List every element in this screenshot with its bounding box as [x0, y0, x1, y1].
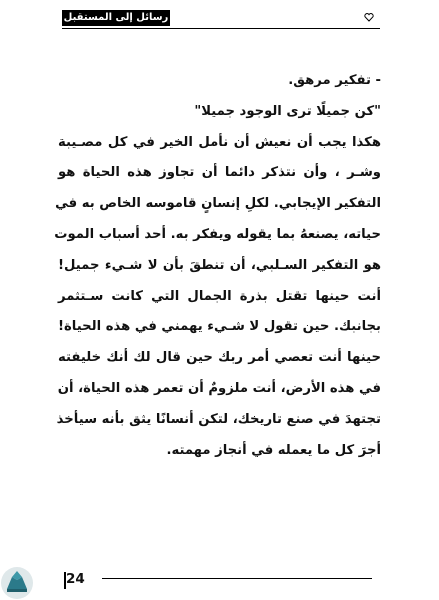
- text-line: "كن جميلًا ترى الوجود جميلا": [194, 103, 381, 119]
- text-line: - تفكير مرهق.: [288, 73, 381, 88]
- heart-icon: [364, 12, 374, 22]
- text-line: حياته، يصنعهُ بما يقوله ويفكر به. أحد أسباب الموت: [54, 226, 381, 242]
- text-line: في هذه الأرض، أنت ملزومٌ أن تعمر هذه الحياة، أن: [57, 380, 381, 396]
- text-line: تجتهدَ في صنع تاريخك، لتكن أنسانًا يثق بأنه سيأخذ: [56, 411, 381, 427]
- text-line: حينها أنت تعصي أمر ربك حين قال لك أنك خليفته: [58, 350, 381, 366]
- text-line: أجرَ كل ما يعمله في أنجاز مهمته.: [166, 442, 381, 458]
- text-line: وشـر ، وأن نتذكر دائما أن تجاوز هذه الحياة هو: [58, 165, 381, 181]
- text-line: التفكير الإيجابي. لكلِ إنسانٍ قاموسه الخاص به في: [55, 196, 381, 212]
- text-line: هو التفكير السـلبي، أن تنطقَ بأن لا شـيء جميل!: [58, 257, 381, 273]
- library-logo-icon: [0, 566, 34, 600]
- body-text: [54, 66, 381, 466]
- header-rule: [62, 28, 380, 29]
- running-header-title: رسائل إلى المستقبل: [62, 10, 170, 26]
- text-line: هكذا يجب أن نعيش أن نأمل الخير في كل مصـيبة: [58, 134, 381, 150]
- text-line: بجانبك. حين تقول لا شـيء يهمني في هذه الحياة!: [58, 319, 381, 335]
- page-number: 24: [66, 571, 85, 587]
- text-line: أنت حينها تقتل بذرة الجمال التي كانت سـتثمر: [58, 288, 381, 304]
- footer-rule: [102, 578, 372, 579]
